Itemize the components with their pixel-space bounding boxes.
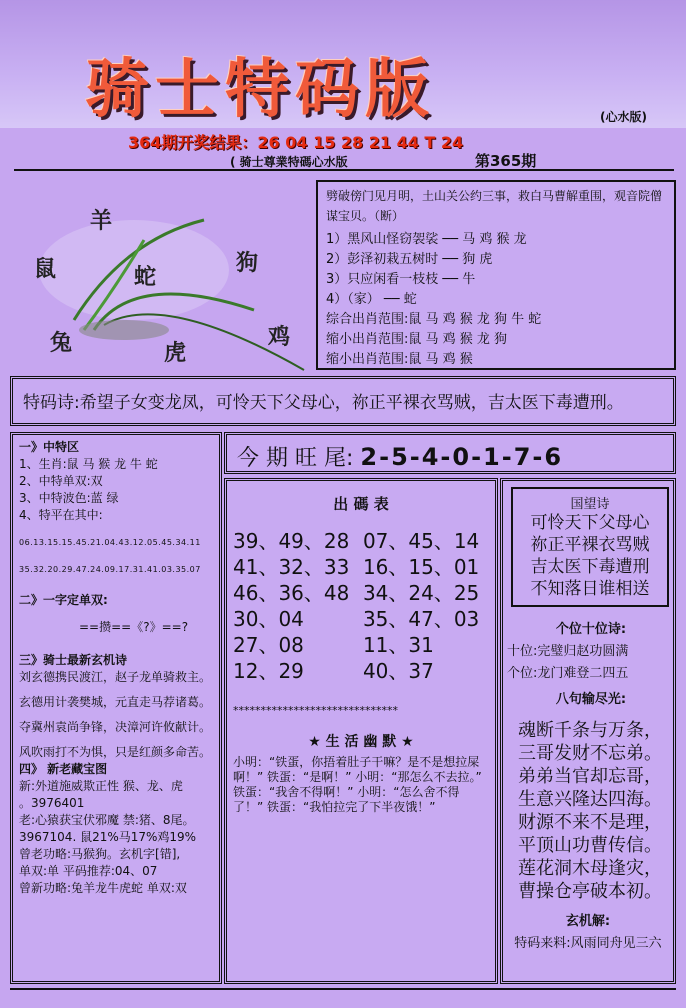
section-title: 四》 新老藏宝图 <box>19 762 108 776</box>
poem-line: 平顶山功曹传信。 <box>518 835 662 856</box>
poem-line: 魂断千条与万条， <box>518 720 662 741</box>
divider: ****************************** <box>233 704 398 717</box>
poem-line: 弟弟当官却忘哥， <box>518 766 662 787</box>
zodiac-char: 虎 <box>164 341 187 366</box>
guowang-title: 国望诗 <box>570 497 610 512</box>
table-cell: 27、08 <box>233 633 304 657</box>
zodiac-char: 兔 <box>50 331 73 356</box>
digits-title: 个位十位诗: <box>555 622 627 637</box>
xuanji-text: 特码来料:风雨同舟见三六 <box>514 936 662 951</box>
table-cell: 39、49、28 <box>233 529 350 553</box>
bottom-bar <box>10 988 676 1008</box>
lucky-tail-value: 2-5-4-0-1-7-6 <box>360 443 564 471</box>
treasure-line: 新:外道施威欺正性 猴、龙、虎 <box>19 779 183 793</box>
digits-poem <box>507 619 675 711</box>
poem-line: 财源不来不是理， <box>518 812 662 833</box>
period-label: 第365期 <box>475 152 537 170</box>
table-cell: 41、32、33 <box>233 555 350 579</box>
draw-result: 364期开奖结果：26 04 15 28 21 44 T 24 <box>128 133 464 152</box>
list-item: 1、生肖:鼠 马 猴 龙 牛 蛇 <box>19 457 158 471</box>
number-list: 06.13.15.15.45.21.04.43.12.05.45.34.11 <box>19 538 201 547</box>
table-cell: 30、04 <box>233 607 304 631</box>
table-row <box>233 580 489 606</box>
zodiac-char: 鸡 <box>268 325 291 350</box>
treasure-line: 曾老功略:马猴狗。玄机字[错], <box>19 847 181 861</box>
right-column <box>500 478 676 984</box>
riddle-line: 综合出肖范围:鼠 马 鸡 猴 龙 狗 牛 蛇 <box>326 312 542 327</box>
xuanji-box <box>503 911 673 955</box>
number-rows <box>233 528 489 684</box>
table-row <box>233 554 489 580</box>
table-cell: 12、29 <box>233 659 304 683</box>
poem-line: 玄德用计袭樊城，元直走马荐诸葛。 <box>19 695 212 709</box>
poem-line: 吉太医下毒遭刑 <box>530 557 650 577</box>
poem-line: 三哥发财不忘弟。 <box>518 743 662 764</box>
zodiac-char: 狗 <box>236 251 259 276</box>
loss-poem <box>505 719 675 903</box>
xuanji-title: 玄机解: <box>565 914 611 929</box>
poem-line: 祢正平裸衣骂贼 <box>530 535 650 555</box>
zodiac-char: 鼠 <box>34 257 57 282</box>
table-title: 出 碼 表 <box>333 495 389 513</box>
joke-title: ★ 生 活 幽 默 ★ <box>308 734 414 750</box>
special-poem-bar: 特码诗:希望子女变龙凤，可怜天下父母心，祢正平裸衣骂贼，吉太医下毒遭刑。 <box>10 376 676 426</box>
table-cell: 46、36、48 <box>233 581 350 605</box>
left-column <box>10 432 222 984</box>
section-title: 三》骑士最新玄机诗 <box>19 653 128 667</box>
poem-line: 可怜天下父母心 <box>530 513 650 533</box>
zodiac-char: 蛇 <box>134 265 157 290</box>
header-subtitle: ( 骑士尊業特碼心水版 <box>230 155 348 169</box>
poem-line: 风吹雨打不为惧，只是红颜多命苦。 <box>19 745 212 759</box>
riddle-box <box>316 180 676 370</box>
ones-line: 个位:龙门难登二四五 <box>507 666 629 681</box>
riddle-line: 2）彭泽初栽五树时 ── 狗 虎 <box>326 252 493 267</box>
treasure-line: 老:心猿获宝伏邪魔 禁:猪、8尾。3967104. 鼠21%马17%鸡19% <box>19 813 197 844</box>
table-cell: 11、31 <box>362 633 434 657</box>
table-row <box>233 528 489 554</box>
table-row <box>233 606 489 632</box>
joke-text: 小明：“铁蛋，你捂着肚子干嘛？是不是想拉屎啊！” 铁蛋：“是啊！” 小明：“那怎么不去拉。” 铁蛋：“我舍不得啊！” 小明：“怎么舍不得了！” 铁蛋：“我怕拉完了下半夜饿！” <box>233 755 482 814</box>
section-title: 一》中特区 <box>19 440 80 454</box>
loss-title: 八句输尽光: <box>555 692 627 707</box>
tens-line: 十位:完璧归赵功圆满 <box>507 644 629 659</box>
edition-label: (心水版) <box>600 110 647 124</box>
poem-line: 莲花洞木母逢灾， <box>518 858 662 879</box>
table-row <box>233 632 489 658</box>
guowang-box <box>511 487 669 607</box>
riddle-line: 3）只应闲看一枝枝 ── 牛 <box>326 272 476 287</box>
table-cell: 40、37 <box>362 659 434 683</box>
page-title: 骑士特码版 <box>85 52 435 127</box>
table-cell: 07、45、14 <box>362 529 480 553</box>
poem-line: 曹操仓亭破本初。 <box>518 881 662 902</box>
poem-line: 不知落日谁相送 <box>530 579 650 599</box>
table-row <box>233 658 489 684</box>
riddle-line: 缩小出肖范围:鼠 马 鸡 猴 <box>326 352 473 367</box>
section-title: 二》一字定单双: <box>19 593 108 607</box>
riddle-line: 缩小出肖范围:鼠 马 鸡 猴 龙 狗 <box>326 332 508 347</box>
riddle-line: 4）（家） ── 蛇 <box>326 292 417 307</box>
poem-line: 生意兴隆达四海。 <box>518 789 662 810</box>
table-cell: 35、47、03 <box>362 607 480 631</box>
lucky-tail-bar <box>224 432 676 474</box>
list-item: 4、特平在其中: <box>19 508 103 522</box>
poem-line: 夺冀州袁尚争锋，决漳河许攸献计。 <box>19 720 212 734</box>
zodiac-art <box>14 180 314 380</box>
treasure-line: 。3976401 <box>19 796 85 810</box>
number-table <box>224 478 498 984</box>
number-list: 35.32.20.29.47.24.09.17.31.41.03.35.07 <box>19 565 201 574</box>
treasure-line: 单双:单 平码推荐:04、07 <box>19 864 158 878</box>
table-cell: 34、24、25 <box>362 581 480 605</box>
zodiac-char: 羊 <box>90 209 113 234</box>
riddle-line: 1）黑风山怪窃袈裟 ── 马 鸡 猴 龙 <box>326 232 527 247</box>
list-item: 3、中特波色:蓝 绿 <box>19 491 119 505</box>
poem-line: 刘玄德携民渡江，赵子龙单骑救主。 <box>19 670 212 684</box>
table-cell: 16、15、01 <box>362 555 480 579</box>
treasure-line: 曾新功略:兔羊龙牛虎蛇 单双:双 <box>19 881 187 895</box>
list-item: 2、中特单双:双 <box>19 474 103 488</box>
oddeven-riddle: ==攒==《?》==? <box>79 620 189 634</box>
riddle-intro: 劈破傍门见月明，土山关公约三事，救白马曹解重围，观音院僧谋宝贝。（断） <box>326 189 663 223</box>
lucky-tail-label: 今 期 旺 尾: <box>237 446 354 471</box>
